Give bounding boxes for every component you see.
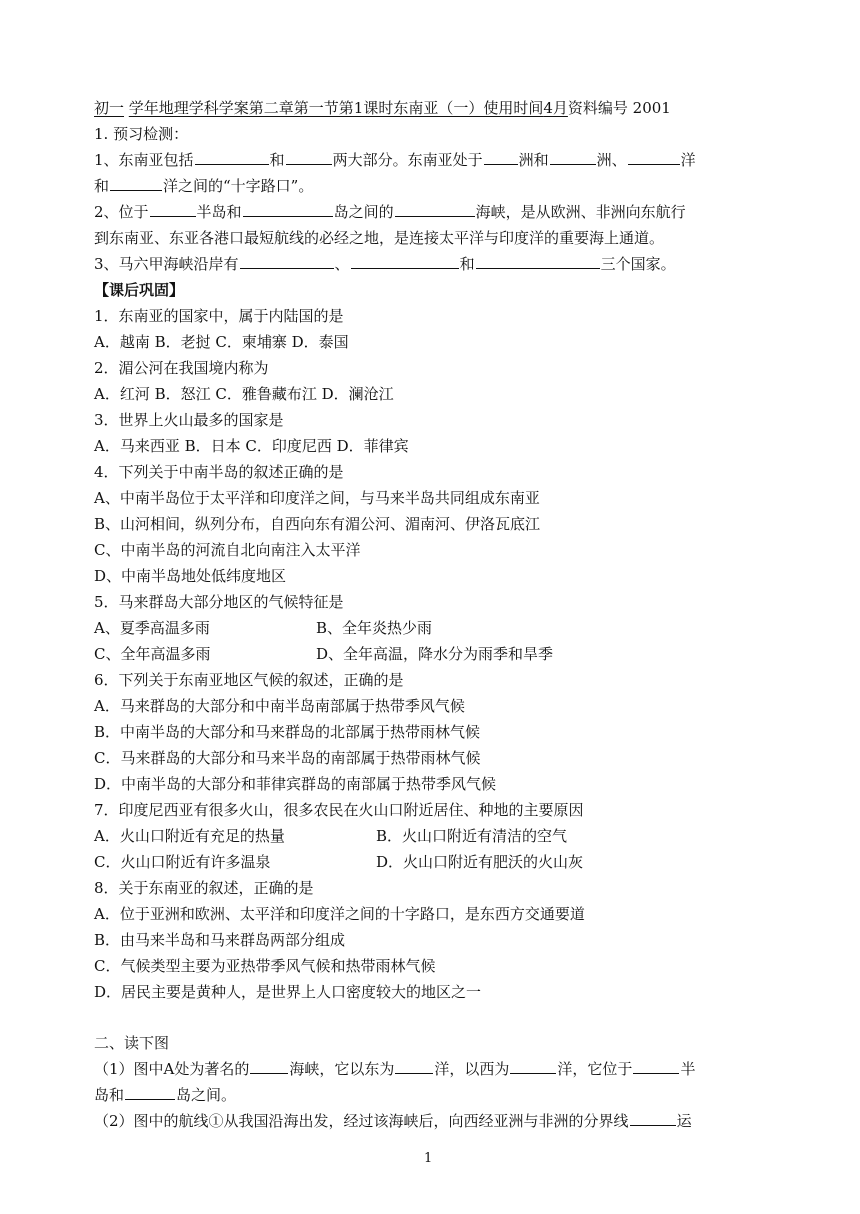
map-q1-line1: （1）图中A处为著名的 海峡，它以东为 洋，以西为 洋，它位于 半	[94, 1060, 696, 1078]
header-title: 学年地理学科学案第二章第一节第1课时东南亚（一）使用时间	[128, 99, 544, 117]
map-q2-line1: （2）图中的航线①从我国沿海出发，经过该海峡后，向西经亚洲与非洲的分界线 运	[94, 1112, 692, 1130]
preview-q1-line1: 1、东南亚包括 和 两大部分。东南亚处于 洲和 洲、 洋	[94, 151, 696, 169]
review-q2-options: A．红河 B．怒江 C．雅鲁藏布江 D．澜沧江	[94, 385, 394, 403]
answer-blank[interactable]	[243, 202, 333, 217]
review-q4-option-b: B、山河相间，纵列分布，自西向东有湄公河、湄南河、伊洛瓦底江	[94, 515, 541, 533]
map-q1-line2: 岛和 岛之间。	[94, 1086, 237, 1104]
review-q8-option-b: B．由马来半岛和马来群岛两部分组成	[94, 931, 346, 949]
review-q6-option-d: D．中南半岛的大部分和菲律宾群岛的南部属于热带季风气候	[94, 775, 497, 793]
review-q6-option-b: B．中南半岛的大部分和马来群岛的北部属于热带雨林气候	[94, 723, 481, 741]
review-q6-option-c: C．马来群岛的大部分和马来半岛的南部属于热带雨林气候	[94, 749, 481, 767]
page-number: 1	[424, 1151, 433, 1166]
answer-blank[interactable]	[351, 254, 459, 269]
answer-blank[interactable]	[286, 150, 332, 165]
answer-blank[interactable]	[628, 150, 680, 165]
header-month: 4月	[543, 99, 568, 117]
header-code: 资料编号 2001	[567, 99, 671, 117]
review-q7: 7．印度尼西亚有很多火山，很多农民在火山口附近居住、种地的主要原因	[94, 801, 584, 819]
review-title: 【课后巩固】	[94, 281, 185, 299]
review-q5: 5．马来群岛大部分地区的气候特征是	[94, 593, 344, 611]
review-q4-option-c: C、中南半岛的河流自北向南注入太平洋	[94, 541, 361, 559]
answer-blank[interactable]	[510, 1059, 556, 1074]
review-q7-row2: C．火山口附近有许多温泉 D．火山口附近有肥沃的火山灰	[94, 853, 584, 871]
review-q6-option-a: A．马来群岛的大部分和中南半岛南部属于热带季风气候	[94, 697, 465, 715]
preview-q2-line2: 到东南亚、东亚各港口最短航线的必经之地，是连接太平洋与印度洋的重要海上通道。	[94, 229, 665, 247]
review-q7-row1: A．火山口附近有充足的热量 B．火山口附近有清洁的空气	[94, 827, 568, 845]
document-header	[94, 98, 770, 118]
answer-blank[interactable]	[484, 150, 518, 165]
review-q5-row2: C、全年高温多雨 D、全年高温，降水分为雨季和旱季	[94, 645, 554, 663]
answer-blank[interactable]	[550, 150, 596, 165]
review-q8-option-c: C．气候类型主要为亚热带季风气候和热带雨林气候	[94, 957, 436, 975]
review-q3-options: A．马来西亚 B．日本 C．印度尼西 D．菲律宾	[94, 437, 409, 455]
answer-blank[interactable]	[240, 254, 334, 269]
answer-blank[interactable]	[250, 1059, 288, 1074]
answer-blank[interactable]	[150, 202, 196, 217]
answer-blank[interactable]	[633, 1059, 679, 1074]
review-q8-option-a: A．位于亚洲和欧洲、太平洋和印度洋之间的十字路口，是东西方交通要道	[94, 905, 585, 923]
review-q1: 1．东南亚的国家中，属于内陆国的是	[94, 307, 344, 325]
preview-title: 1. 预习检测：	[94, 125, 189, 143]
review-q4: 4．下列关于中南半岛的叙述正确的是	[94, 463, 344, 481]
review-q5-row1: A、夏季高温多雨 B、全年炎热少雨	[94, 619, 433, 637]
review-q2: 2．湄公河在我国境内称为	[94, 359, 269, 377]
map-section-title: 二、读下图	[94, 1034, 170, 1052]
answer-blank[interactable]	[476, 254, 600, 269]
answer-blank[interactable]	[395, 202, 475, 217]
preview-q1-line2: 和 洋之间的“十字路口”。	[94, 177, 314, 195]
review-q1-options: A．越南 B．老挝 C．柬埔寨 D．泰国	[94, 333, 349, 351]
review-q6: 6．下列关于东南亚地区气候的叙述，正确的是	[94, 671, 404, 689]
review-q8-option-d: D．居民主要是黄种人，是世界上人口密度较大的地区之一	[94, 983, 482, 1001]
review-q4-option-a: A、中南半岛位于太平洋和印度洋之间，与马来半岛共同组成东南亚	[94, 489, 540, 507]
review-q3: 3．世界上火山最多的国家是	[94, 411, 284, 429]
preview-q3: 3、马六甲海峡沿岸有 、 和 三个国家。	[94, 255, 676, 273]
answer-blank[interactable]	[395, 1059, 433, 1074]
answer-blank[interactable]	[125, 1085, 175, 1100]
preview-q2-line1: 2、位于 半岛和 岛之间的 海峡，是从欧洲、非洲向东航行	[94, 203, 686, 221]
header-grade: 初一	[94, 99, 125, 117]
review-q8: 8．关于东南亚的叙述，正确的是	[94, 879, 314, 897]
review-q4-option-d: D、中南半岛地处低纬度地区	[94, 567, 287, 585]
answer-blank[interactable]	[110, 176, 162, 191]
answer-blank[interactable]	[195, 150, 269, 165]
answer-blank[interactable]	[630, 1111, 676, 1126]
